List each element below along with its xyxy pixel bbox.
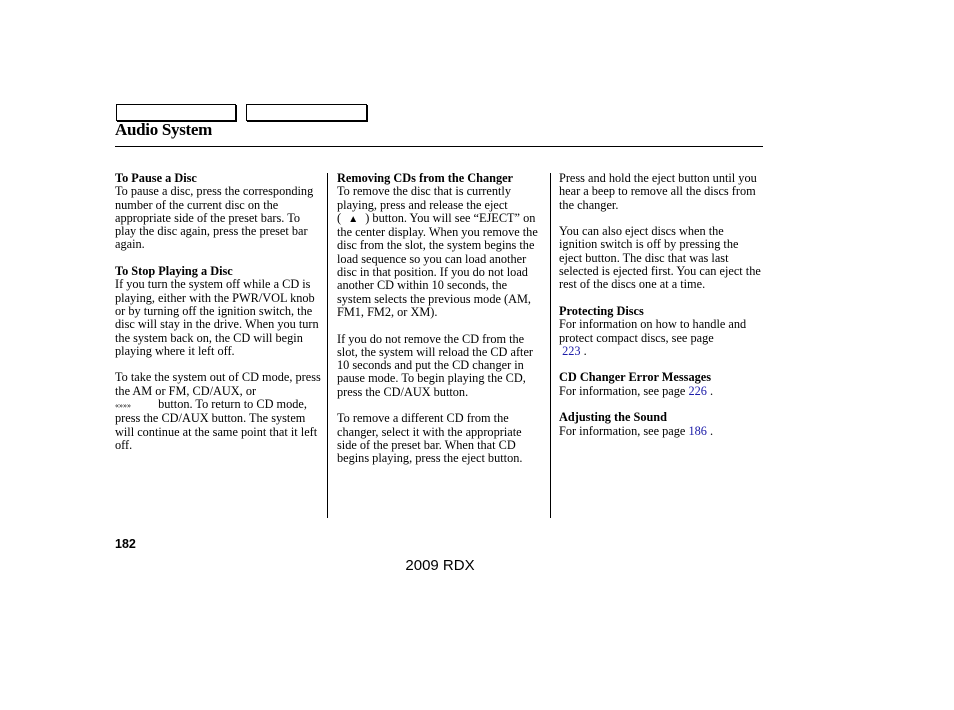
paren-open: ( — [337, 210, 342, 225]
column-2 — [337, 172, 541, 479]
period: . — [583, 343, 587, 358]
column-divider-1 — [327, 173, 328, 518]
column-divider-2 — [550, 173, 551, 518]
period: . — [709, 383, 714, 398]
paragraph-removing-b: ) button. You will see “EJECT” on the center display. When you remove the disc from the slot, the system begins the load sequence so you can load another disc in that position. If you do not load another CD within 10 seconds, the system selects the previous mode (AM, FM1, FM2, or XM). — [337, 210, 538, 319]
paragraph-reload: If you do not remove the CD from the slot, the system will reload the CD after 10 seconds and put the CD changer in pause mode. To begin playing the CD, press the CD/AUX button. — [337, 331, 534, 399]
page-link-226[interactable]: 226 — [688, 383, 707, 398]
paragraph-remove-different: To remove a different CD from the changer, select it with the appropriate side of the preset bar. When that CD begins playing, press the eject button. — [337, 411, 523, 466]
page-link-186[interactable]: 186 — [688, 423, 707, 438]
period: . — [709, 423, 714, 438]
column-1 — [115, 172, 323, 466]
paragraph-cd-mode-b: button. To return to CD mode, press the CD/AUX button. The system will continue at the same point that it left off. — [115, 397, 318, 452]
heading-error-messages: CD Changer Error Messages — [559, 370, 711, 385]
nav-tab-button-1[interactable] — [116, 104, 236, 121]
heading-protecting-discs: Protecting Discs — [559, 303, 644, 318]
paragraph-remove-all: Press and hold the eject button until you hear a beep to remove all the discs from the changer. — [559, 171, 757, 212]
paragraph-removing-a: To remove the disc that is currently playing, press and release the eject — [337, 184, 511, 212]
paragraph-ignition-off: You can also eject discs when the ignition switch is off by pressing the eject button. The disc that was last selected is ejected first. You can eject the rest of the discs one at a time. — [559, 224, 761, 292]
paragraph-adjusting-sound: For information, see page — [559, 423, 686, 438]
cd-aux-icon: «»»» — [115, 401, 131, 411]
footer-model: 2009 RDX — [405, 557, 475, 574]
heading-stop-playing: To Stop Playing a Disc — [115, 264, 233, 279]
heading-pause-disc: To Pause a Disc — [115, 171, 197, 185]
heading-removing-cds: Removing CDs from the Changer — [337, 171, 514, 185]
paragraph-pause-disc: To pause a disc, press the corresponding number of the current disc on the appropriate side of the preset bars. To play the disc again, press the preset bar again. — [115, 184, 314, 252]
paragraph-protecting: For information on how to handle and protect compact discs, see page — [559, 317, 747, 345]
paragraph-error-messages: For information, see page — [559, 383, 686, 398]
title-rule — [115, 146, 763, 147]
paragraph-stop-playing: If you turn the system off while a CD is playing, either with the PWR/VOL knob or by turning off the ignition switch, the disc will stay in the drive. When you turn the system back on, the CD will begin playing where it left off. — [115, 277, 319, 358]
page-title: Audio System — [115, 120, 212, 139]
eject-icon: ▲ — [348, 213, 359, 225]
page-link-223[interactable]: 223 — [562, 343, 581, 358]
page-number: 182 — [115, 537, 136, 551]
column-3 — [559, 172, 763, 451]
heading-adjusting-sound: Adjusting the Sound — [559, 410, 667, 425]
nav-tab-button-2[interactable] — [246, 104, 367, 121]
paragraph-cd-mode-a: To take the system out of CD mode, press the AM or FM, CD/AUX, or — [115, 370, 321, 398]
